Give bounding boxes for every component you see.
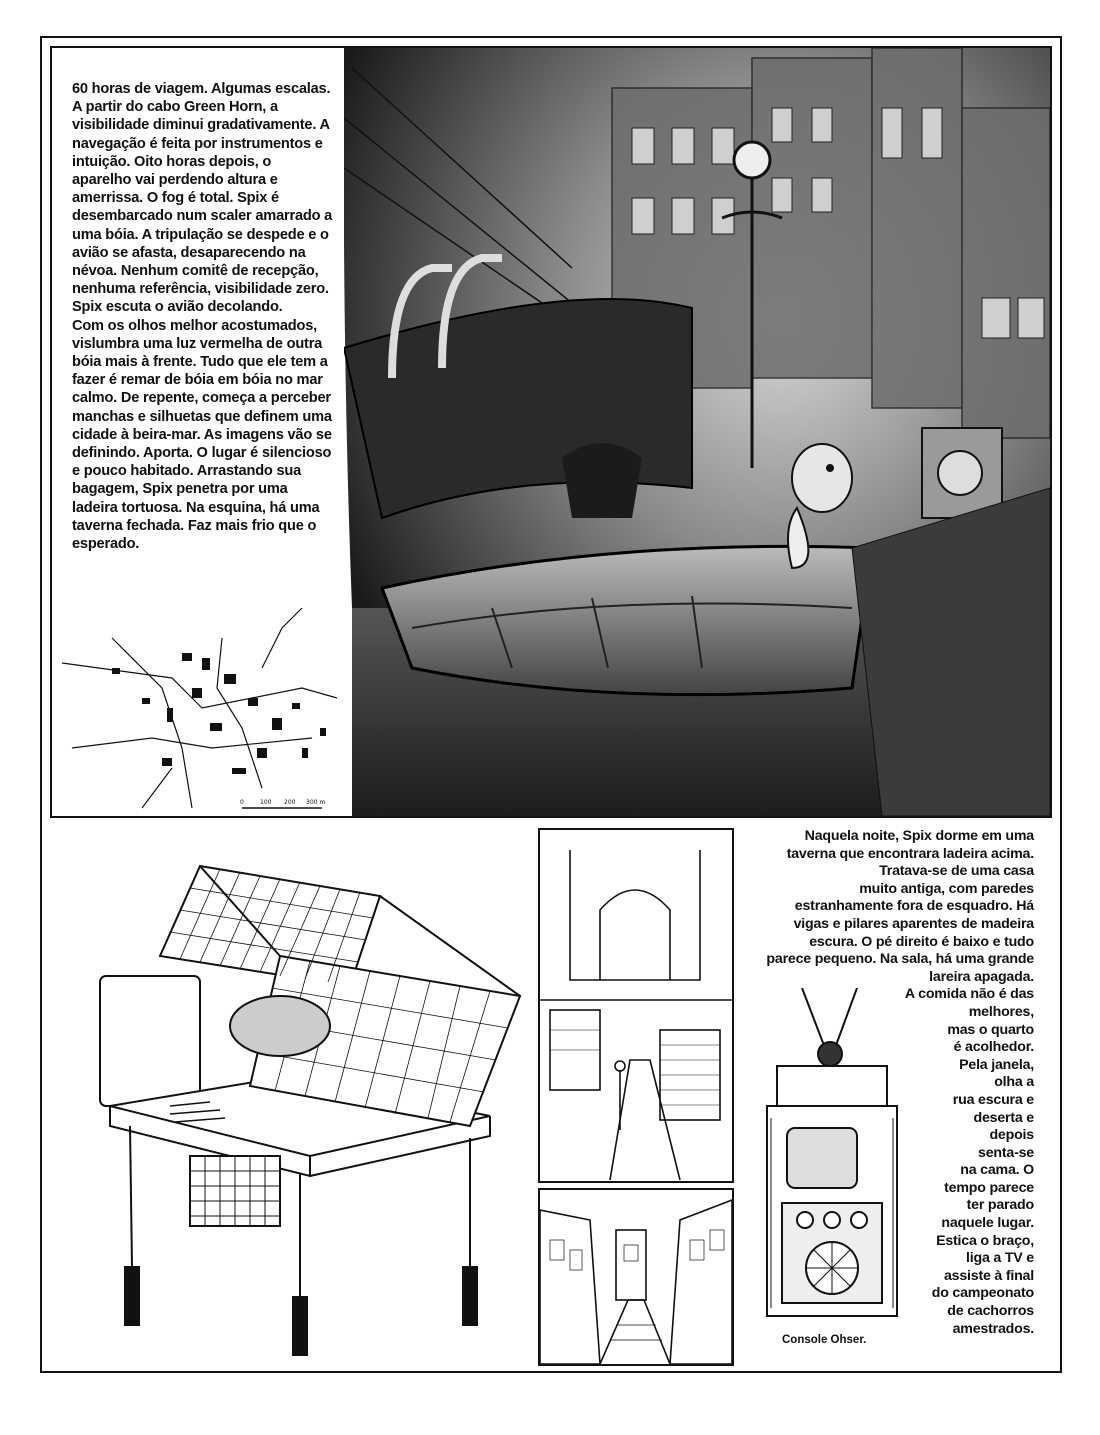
night-text-line: liga a TV e — [966, 1250, 1034, 1267]
intro-paragraph-2: Com os olhos melhor acostumados, vislumbra uma luz vermelha de outra bóia mais à frente. Tudo que ele tem a fazer é remar de bóia em bóia no mar calmo. De repente, começa a perceber manchas e silhuetas que definem uma cidade à beira-mar. As imagens vão se definindo. Aporta. O lugar é silencioso e pouco habitado. Arrastando sua bagagem, Spix penetra por uma ladeira tortuosa. Na esquina, há uma taverna fechada. Faz mais frio que o esperado. — [72, 317, 332, 553]
night-text-line: rua escura e — [952, 1091, 1034, 1108]
scale-label-100: 100 — [260, 799, 272, 806]
night-text-line: Pela janela, — [959, 1056, 1034, 1073]
night-text-line: depois — [989, 1127, 1034, 1144]
intro-text — [72, 80, 334, 553]
night-text-line: de cachorros — [947, 1303, 1034, 1320]
street-illustration-alley — [538, 1188, 734, 1366]
machine-table-illustration — [50, 826, 532, 1364]
console-caption: Console Ohser. — [782, 1334, 867, 1346]
night-text-line: amestrados. — [952, 1320, 1034, 1337]
intro-paragraph-1: 60 horas de viagem. Algumas escalas. A partir do cabo Green Horn, a visibilidade diminui gradativamente. A navegação é feita por instrumentos e intuição. Oito horas depois, o aparelho vai perdendo altura e amerrissa. O fog é total. Spix é desembarcado num scaler amarrado a uma bóia. A tripulação se despede e o avião se afasta, desaparecendo na névoa. Nenhum comitê de recepção, nenhuma referência, visibilidade zero. Spix escuta o avião decolando. — [72, 81, 333, 316]
scale-label-200: 200 — [284, 799, 296, 806]
night-text-line: Estica o braço, — [936, 1232, 1034, 1249]
night-text-line: melhores, — [968, 1003, 1034, 1020]
alley-street-drawing — [540, 1190, 732, 1364]
night-text-line: estranhamente fora de esquadro. Há — [794, 898, 1034, 915]
night-text-line: Tratava-se de uma casa — [879, 863, 1034, 880]
night-text-line: assiste à final — [943, 1267, 1034, 1284]
night-text-line: vigas e pilares aparentes de madeira — [793, 915, 1034, 932]
night-text-line: muito antiga, com paredes — [859, 880, 1034, 897]
night-text-line: naquele lugar. — [941, 1215, 1034, 1232]
night-text-line: senta-se — [978, 1144, 1034, 1161]
night-text-line: mas o quarto — [947, 1021, 1034, 1038]
grid-machine-drawing — [50, 826, 532, 1364]
magazine-page — [40, 36, 1062, 1373]
night-text-line: olha a — [994, 1074, 1034, 1091]
night-text-line: A comida não é das — [904, 986, 1034, 1003]
night-text-line: lareira apagada. — [929, 968, 1034, 985]
night-text-line: Naquela noite, Spix dorme em uma — [804, 828, 1034, 844]
arch-street-drawing — [540, 830, 732, 1181]
scale-label-300: 300 m — [306, 799, 326, 806]
night-text-line: escura. O pé direito é baixo e tudo — [809, 933, 1034, 950]
night-text-line: deserta e — [973, 1109, 1034, 1126]
street-illustration-arch — [538, 828, 734, 1183]
night-text-line: na cama. O — [960, 1162, 1034, 1179]
scale-label-0: 0 — [240, 799, 244, 806]
harbor-illustration-panel — [50, 46, 1052, 818]
night-text — [742, 828, 1034, 1338]
night-text-line: taverna que encontrara ladeira acima. — [786, 845, 1034, 862]
night-text-line: parece pequeno. Na sala, há uma grande — [766, 951, 1034, 968]
night-text-line: tempo parece — [944, 1179, 1034, 1196]
night-text-line: ter parado — [966, 1197, 1034, 1214]
night-text-line: do campeonato — [931, 1285, 1034, 1302]
night-text-line: é acolhedor. — [953, 1039, 1034, 1056]
